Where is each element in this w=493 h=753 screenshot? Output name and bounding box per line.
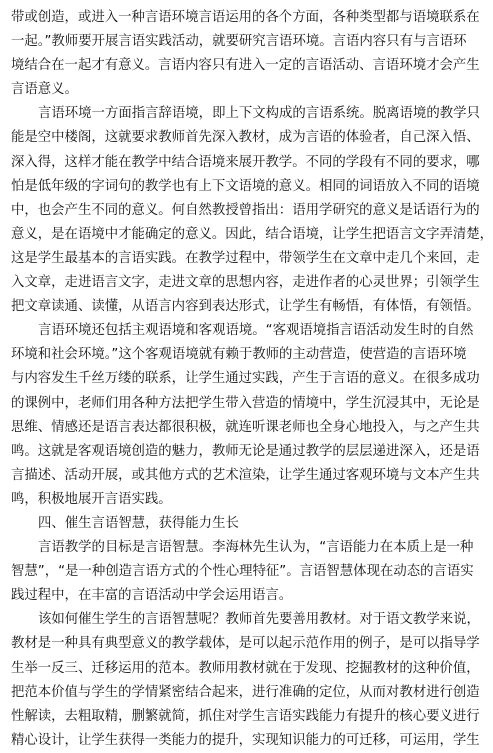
text-line: 言语教学的目标是言语智慧。李海林先生认为，“言语能力在本质上是一种 [38, 540, 474, 556]
text-line: 生举一反三、迁移运用的范本。教师用教材就在于发现、挖掘教材的这种价值， [11, 660, 480, 676]
text-line: 教材是一种具有典型意义的教学载体，是可以起示范作用的例子，是可以指导学 [11, 636, 480, 652]
text-line: 该如何催生学生的言语智慧呢？教师首先要善用教材。对于语文教学来说， [38, 612, 480, 628]
text-line: 言语环境还包括主观语境和客观语境。“客观语境指言语活动发生时的自然 [38, 323, 474, 339]
text-line: 的课例中，老师们用各种方法把学生带入营造的情境中，学生沉浸其中，无论是 [11, 395, 480, 411]
text-line: 思维、情感还是语言表达都很积极，就连听课老师也全身心地投入，与之产生共 [11, 419, 480, 435]
text-line: 与内容发生千丝万缕的联系，让学生通过实践，产生于言语的意义。在很多成功 [11, 371, 480, 387]
text-line: 一起。”教师要开展言语实践活动，就要研究言语环境。言语内容只有与言语环 [11, 34, 467, 50]
text-line: 性解读，去粗取精，删繁就简，抓住对学生言语实践能力有提升的核心要义进行 [11, 708, 480, 724]
text-line: 言语意义。 [11, 82, 78, 98]
text-line: 环境和社会环境。”这个客观语境就有赖于教师的主动营造，使营造的言语环境 [11, 347, 467, 363]
text-line: 言语环境一方面指言辞语境，即上下文构成的言语系统。脱离语境的教学只 [38, 106, 480, 122]
section-heading: 四、催生言语智慧，获得能力生长 [38, 515, 239, 531]
text-line: 言描述、活动开展，或其他方式的艺术渲染，让学生通过客观环境与文本产生共 [11, 467, 480, 483]
text-line: 能是空中楼阁，这就要求教师首先深入教材，成为言语的体验者，自己深入悟、 [11, 130, 480, 146]
text-line: 智慧”，“是一种创造言语方式的个性心理特征”。言语智慧体现在动态的言语实 [11, 564, 474, 580]
text-line: 带或创造，或进入一种言语环境言语运用的各个方面，各种类型都与语境联系在 [11, 10, 480, 25]
text-line: 精心设计，让学生获得一类能力的提升，实现知识能力的可迁移，可运用，学生 [11, 732, 480, 748]
text-line: 鸣。这就是客观语境创造的魅力，教师无论是通过教学的层层递进深入，还是语 [11, 443, 480, 459]
text-line: 把文章读通、读懂，从语言内容到表达形式，让学生有畅悟，有体悟，有领悟。 [11, 299, 480, 315]
text-line: 鸣，积极地展开言语实践。 [11, 491, 172, 507]
text-line: 中，也会产生不同的意义。何自然教授曾指出：语用学研究的意义是话语行为的 [11, 202, 480, 218]
text-line: 践过程中，在丰富的言语活动中学会运用语言。 [11, 588, 293, 604]
text-line: 入文章，走进语言文字，走进文章的思想内容，走进作者的心灵世界；引领学生 [11, 275, 480, 291]
text-line: 怕是低年级的字词句的教学也有上下文语境的意义。相同的词语放入不同的语境 [11, 178, 480, 194]
text-line: 境结合在一起才有意义。言语内容只有进入一定的言语活动、言语环境才会产生 [11, 58, 480, 74]
text-line: 意义，是在语境中才能确定的意义。因此，结合语境，让学生把语言文字弄清楚， [11, 226, 493, 242]
text-line: 把范本价值与学生的学情紧密结合起来，进行准确的定位，从而对教材进行创造 [11, 684, 480, 700]
text-line: 这是学生最基本的言语实践。在教学过程中，带领学生在文章中走几个来回，走 [11, 250, 480, 266]
text-line: 深入得，这样才能在教学中结合语境来展开教学。不同的学段有不同的要求，哪 [11, 154, 480, 170]
